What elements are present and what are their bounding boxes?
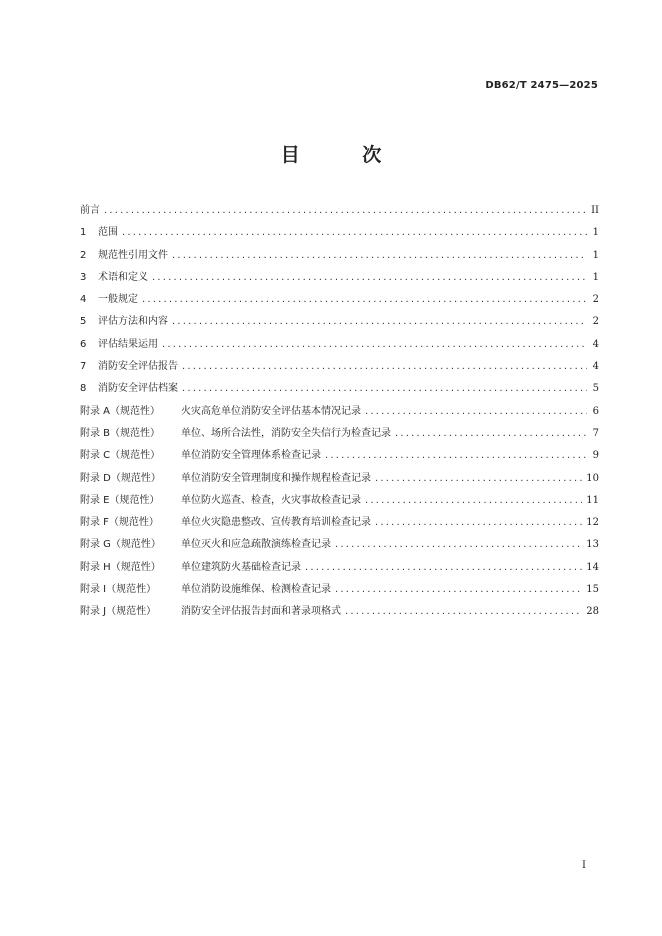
toc-appendix-id: 附录 H（规范性） — [80, 561, 161, 573]
dot-leader — [365, 495, 582, 506]
toc-entry-label: 单位建筑防火基础检查记录 — [181, 561, 301, 573]
dot-leader — [182, 383, 587, 394]
toc-entry-page: 1 — [592, 271, 599, 283]
toc-appendix-id: 附录 E（规范性） — [80, 494, 160, 506]
toc-entry-page: 10 — [586, 472, 599, 484]
dot-leader — [142, 294, 587, 305]
toc-appendix-id: 附录 G（规范性） — [80, 539, 161, 551]
toc-entry-label: 消防安全评估档案 — [98, 383, 178, 395]
toc-entry-page: 1 — [592, 249, 599, 261]
toc-entry-number: 6 — [80, 338, 87, 350]
toc-entry-label: 单位火灾隐患整改、宣传教育培训检查记录 — [181, 517, 371, 529]
dot-leader — [305, 562, 582, 573]
toc-entry-label: 单位灭火和应急疏散演练检查记录 — [181, 539, 331, 551]
toc-entry-page: 15 — [586, 584, 599, 596]
toc-entry-section[interactable] — [80, 268, 599, 290]
toc-entry-label: 前言 — [80, 205, 100, 216]
dot-leader — [365, 406, 587, 417]
toc-entry-foreword[interactable] — [80, 201, 599, 223]
page-number: I — [582, 860, 586, 871]
toc-entry-appendix[interactable] — [80, 424, 599, 446]
toc-entry-appendix[interactable] — [80, 580, 599, 602]
toc-entry-label: 规范性引用文件 — [98, 249, 168, 261]
toc-entry-appendix[interactable] — [80, 558, 599, 580]
dot-leader — [335, 584, 582, 595]
toc-entry-page: 12 — [586, 517, 599, 529]
toc-entry-appendix[interactable] — [80, 602, 599, 624]
toc-entry-appendix[interactable] — [80, 446, 599, 468]
toc-entry-section[interactable] — [80, 335, 599, 357]
toc-entry-section[interactable] — [80, 312, 599, 334]
toc-entry-number: 4 — [80, 294, 87, 306]
document-code: DB62/T 2475—2025 — [485, 80, 598, 91]
toc-entry-page: II — [591, 205, 599, 216]
dot-leader — [345, 606, 582, 617]
toc-entry-number: 5 — [80, 316, 87, 328]
toc-entry-label: 单位防火巡查、检查，火灾事故检查记录 — [181, 494, 361, 506]
toc-entry-section[interactable] — [80, 357, 599, 379]
dot-leader — [152, 272, 587, 283]
dot-leader — [325, 450, 587, 461]
toc-entry-number: 8 — [80, 383, 87, 395]
dot-leader — [104, 205, 587, 216]
toc-entry-label: 单位消防安全管理体系检查记录 — [181, 450, 321, 462]
toc-entry-number: 7 — [80, 361, 87, 373]
dot-leader — [122, 227, 587, 238]
toc-entry-label: 一般规定 — [98, 294, 138, 306]
dot-leader — [375, 473, 582, 484]
toc-entry-page: 6 — [592, 405, 599, 417]
page-title: 目 次 — [280, 144, 410, 166]
toc-entry-label: 消防安全评估报告封面和著录项格式 — [181, 606, 341, 618]
table-of-contents — [80, 201, 599, 625]
toc-entry-page: 2 — [592, 294, 599, 306]
toc-entry-appendix[interactable] — [80, 535, 599, 557]
toc-entry-section[interactable] — [80, 246, 599, 268]
dot-leader — [375, 517, 582, 528]
toc-entry-section[interactable] — [80, 379, 599, 401]
dot-leader — [395, 428, 587, 439]
toc-entry-appendix[interactable] — [80, 469, 599, 491]
toc-entry-page: 13 — [586, 539, 599, 551]
dot-leader — [172, 250, 587, 261]
toc-entry-label: 评估结果运用 — [98, 338, 158, 350]
toc-entry-label: 单位消防安全管理制度和操作规程检查记录 — [181, 472, 371, 484]
dot-leader — [162, 339, 587, 350]
toc-entry-page: 5 — [592, 383, 599, 395]
toc-entry-number: 3 — [80, 271, 87, 283]
toc-entry-appendix[interactable] — [80, 402, 599, 424]
dot-leader — [335, 539, 582, 550]
dot-leader — [182, 361, 587, 372]
toc-entry-page: 11 — [586, 494, 599, 506]
toc-entry-number: 2 — [80, 249, 87, 261]
toc-entry-page: 9 — [592, 450, 599, 462]
toc-entry-label: 消防安全评估报告 — [98, 361, 178, 373]
toc-entry-page: 4 — [592, 338, 599, 350]
toc-entry-section[interactable] — [80, 223, 599, 245]
toc-entry-label: 范围 — [98, 227, 118, 239]
toc-entry-page: 14 — [586, 561, 599, 573]
toc-appendix-id: 附录 F（规范性） — [80, 517, 159, 529]
toc-entry-number: 1 — [80, 227, 87, 239]
toc-entry-label: 火灾高危单位消防安全评估基本情况记录 — [181, 405, 361, 417]
toc-entry-label: 单位消防设施维保、检测检查记录 — [181, 584, 331, 596]
toc-entry-section[interactable] — [80, 290, 599, 312]
toc-entry-page: 1 — [592, 227, 599, 239]
toc-appendix-id: 附录 C（规范性） — [80, 450, 161, 462]
toc-entry-page: 7 — [592, 427, 599, 439]
toc-appendix-id: 附录 J（规范性） — [80, 606, 157, 618]
toc-appendix-id: 附录 D（规范性） — [80, 472, 161, 484]
toc-entry-label: 术语和定义 — [98, 271, 148, 283]
toc-entry-label: 单位、场所合法性，消防安全失信行为检查记录 — [181, 427, 391, 439]
toc-entry-appendix[interactable] — [80, 491, 599, 513]
toc-entry-page: 4 — [592, 361, 599, 373]
toc-entry-appendix[interactable] — [80, 513, 599, 535]
toc-entry-label: 评估方法和内容 — [98, 316, 168, 328]
toc-appendix-id: 附录 I（规范性） — [80, 584, 157, 596]
toc-appendix-id: 附录 B（规范性） — [80, 427, 161, 439]
dot-leader — [172, 316, 587, 327]
toc-entry-page: 2 — [592, 316, 599, 328]
toc-appendix-id: 附录 A（规范性） — [80, 405, 161, 417]
toc-entry-page: 28 — [586, 606, 599, 618]
